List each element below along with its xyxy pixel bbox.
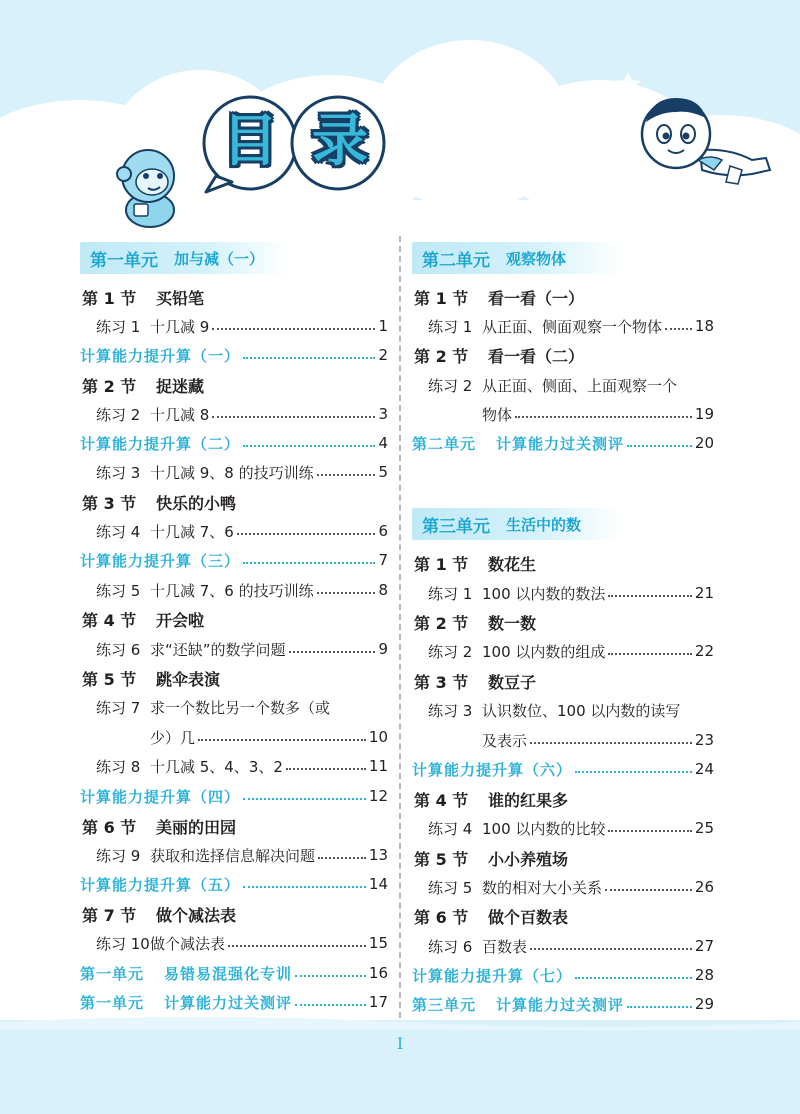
exercise-label: 练习 4	[428, 819, 473, 838]
page-number: 16	[368, 964, 388, 982]
toc-left-column	[80, 0, 388, 1020]
section-number: 第 1 节	[414, 288, 469, 308]
page-number: 4	[378, 434, 388, 452]
unit-number: 第一单元	[90, 250, 158, 271]
exercise-row[interactable]	[412, 815, 714, 841]
section-title: 数一数	[488, 613, 537, 633]
exercise-title: 十几减 8	[150, 405, 210, 424]
exercise-title: 十几减 7、6 的技巧训练	[150, 581, 314, 600]
exercise-row[interactable]	[80, 459, 388, 485]
calc-label: 计算能力提升算（一）	[80, 346, 241, 365]
exercise-row[interactable]	[80, 518, 388, 544]
exercise-row-continued[interactable]	[80, 724, 388, 750]
page-number: 12	[368, 787, 388, 805]
unit-special-label: 第一单元	[80, 993, 145, 1012]
page-number: 18	[694, 317, 714, 335]
dot-leader	[530, 742, 692, 744]
calc-label: 计算能力提升算（七）	[412, 966, 573, 985]
section-row[interactable]	[412, 845, 714, 871]
exercise-title-continued: 及表示	[482, 731, 528, 750]
dot-leader	[317, 592, 376, 594]
page-number: 25	[694, 819, 714, 837]
exercise-label: 练习 9	[96, 846, 141, 865]
exercise-row[interactable]	[80, 930, 388, 956]
toc-right-column	[412, 0, 714, 1020]
dot-leader	[627, 445, 692, 447]
section-title: 捉迷藏	[156, 376, 205, 396]
dot-leader	[289, 651, 376, 653]
dot-leader	[295, 975, 366, 977]
section-title: 看一看（一）	[488, 288, 585, 308]
section-number: 第 2 节	[414, 613, 469, 633]
dot-leader	[318, 857, 366, 859]
dot-leader	[212, 328, 375, 330]
calc-row[interactable]	[80, 783, 388, 809]
exercise-title: 十几减 9	[150, 317, 210, 336]
section-row[interactable]	[412, 284, 714, 310]
calc-row[interactable]	[80, 342, 388, 368]
exercise-row[interactable]	[412, 638, 714, 664]
exercise-title: 做个减法表	[150, 934, 226, 953]
dot-leader	[228, 945, 366, 947]
dot-leader	[243, 886, 366, 888]
page-number: 5	[378, 463, 388, 481]
section-title: 小小养殖场	[488, 849, 569, 869]
section-row[interactable]	[80, 284, 388, 310]
calc-label: 计算能力提升算（三）	[80, 551, 241, 570]
section-title: 数花生	[488, 554, 537, 574]
unit-special-row[interactable]	[80, 960, 388, 986]
section-row[interactable]	[412, 550, 714, 576]
exercise-label: 练习 6	[96, 640, 141, 659]
dot-leader	[212, 416, 375, 418]
page-number: 24	[694, 760, 714, 778]
section-number: 第 7 节	[82, 905, 137, 925]
exercise-title: 求“还缺”的数学问题	[150, 640, 286, 659]
exercise-row[interactable]	[412, 580, 714, 606]
section-number: 第 1 节	[82, 288, 137, 308]
exercise-row[interactable]	[412, 313, 714, 339]
dot-leader	[243, 357, 375, 359]
exercise-row[interactable]	[412, 874, 714, 900]
dot-leader	[608, 830, 692, 832]
exercise-title: 数的相对大小关系	[482, 878, 603, 897]
exercise-title: 认识数位、100 以内数的读写	[482, 701, 681, 720]
calc-label: 计算能力提升算（五）	[80, 875, 241, 894]
section-number: 第 6 节	[414, 907, 469, 927]
dot-leader	[243, 562, 375, 564]
page-number: 29	[694, 995, 714, 1013]
exercise-label: 练习 2	[428, 376, 473, 395]
exercise-label: 练习 10	[96, 934, 150, 953]
exercise-row[interactable]	[80, 636, 388, 662]
exercise-row-continued[interactable]	[412, 727, 714, 753]
calc-label: 计算能力提升算（六）	[412, 760, 573, 779]
exercise-title: 十几减 9、8 的技巧训练	[150, 463, 314, 482]
section-row[interactable]	[80, 372, 388, 398]
unit-name: 加与减（一）	[174, 249, 265, 268]
page-number: 2	[378, 346, 388, 364]
column-divider	[399, 236, 401, 1018]
calc-label: 计算能力提升算（二）	[80, 434, 241, 453]
exercise-row[interactable]	[80, 694, 388, 720]
exercise-row[interactable]	[80, 842, 388, 868]
section-number: 第 4 节	[82, 610, 137, 630]
exercise-row[interactable]	[412, 372, 714, 398]
title-char-1: 目	[222, 109, 278, 174]
section-row[interactable]	[412, 609, 714, 635]
page-number: 3	[378, 405, 388, 423]
calc-row[interactable]	[412, 756, 714, 782]
exercise-label: 练习 1	[428, 317, 473, 336]
calc-label: 计算能力提升算（四）	[80, 787, 241, 806]
exercise-title-continued: 少）几	[150, 728, 196, 747]
unit-3-header	[412, 508, 622, 540]
page-number: 15	[368, 934, 388, 952]
dot-leader	[286, 768, 366, 770]
exercise-title: 从正面、侧面观察一个物体	[482, 317, 663, 336]
unit-name: 观察物体	[506, 249, 567, 268]
unit-special-title: 计算能力过关测评	[496, 434, 625, 453]
footer-page-number: I	[396, 1034, 404, 1053]
section-number: 第 5 节	[414, 849, 469, 869]
section-row[interactable]	[80, 813, 388, 839]
section-number: 第 6 节	[82, 817, 137, 837]
exercise-row-continued[interactable]	[412, 401, 714, 427]
section-row[interactable]	[412, 903, 714, 929]
section-title: 做个百数表	[488, 907, 569, 927]
dot-leader	[575, 771, 692, 773]
exercise-row[interactable]	[80, 753, 388, 779]
exercise-row[interactable]	[80, 401, 388, 427]
section-title: 数豆子	[488, 672, 537, 692]
page-number: 27	[694, 937, 714, 955]
exercise-row[interactable]	[412, 697, 714, 723]
exercise-title: 十几减 5、4、3、2	[150, 757, 283, 776]
section-number: 第 3 节	[82, 493, 137, 513]
exercise-title-continued: 物体	[482, 405, 513, 424]
section-title: 看一看（二）	[488, 346, 585, 366]
exercise-title: 十几减 7、6	[150, 522, 234, 541]
dot-leader	[608, 653, 692, 655]
page-number: 6	[378, 522, 388, 540]
exercise-title: 从正面、侧面、上面观察一个	[482, 376, 678, 395]
dot-leader	[317, 474, 376, 476]
section-number: 第 2 节	[82, 376, 137, 396]
exercise-title: 100 以内数的组成	[482, 642, 606, 661]
dot-leader	[627, 1006, 692, 1008]
exercise-row[interactable]	[80, 577, 388, 603]
unit-special-row[interactable]	[80, 989, 388, 1015]
unit-number: 第三单元	[422, 516, 490, 537]
section-title: 快乐的小鸭	[156, 493, 237, 513]
section-title: 做个减法表	[156, 905, 237, 925]
calc-row[interactable]	[80, 871, 388, 897]
dot-leader	[237, 533, 376, 535]
unit-name: 生活中的数	[506, 515, 582, 534]
unit-2-header	[412, 242, 622, 274]
page-number: 17	[368, 993, 388, 1011]
dot-leader	[243, 445, 375, 447]
page-number: 11	[368, 757, 388, 775]
exercise-title: 百数表	[482, 937, 528, 956]
section-row[interactable]	[412, 668, 714, 694]
exercise-label: 练习 1	[96, 317, 141, 336]
exercise-title: 求一个数比另一个数多（或	[150, 698, 331, 717]
dot-leader	[243, 798, 366, 800]
section-row[interactable]	[80, 901, 388, 927]
page-number: 19	[694, 405, 714, 423]
exercise-label: 练习 3	[428, 701, 473, 720]
section-title: 谁的红果多	[488, 790, 569, 810]
unit-special-label: 第三单元	[412, 995, 477, 1014]
exercise-label: 练习 3	[96, 463, 141, 482]
page-number: 8	[378, 581, 388, 599]
dot-leader	[665, 328, 692, 330]
exercise-row[interactable]	[412, 933, 714, 959]
unit-special-title: 计算能力过关测评	[496, 995, 625, 1014]
page-number: 20	[694, 434, 714, 452]
dot-leader	[515, 416, 692, 418]
section-title: 买铅笔	[156, 288, 205, 308]
section-row[interactable]	[80, 606, 388, 632]
exercise-row[interactable]	[80, 313, 388, 339]
dot-leader	[198, 739, 366, 741]
exercise-label: 练习 8	[96, 757, 141, 776]
exercise-label: 练习 6	[428, 937, 473, 956]
section-number: 第 1 节	[414, 554, 469, 574]
page-number: 26	[694, 878, 714, 896]
exercise-label: 练习 4	[96, 522, 141, 541]
unit-special-label: 第二单元	[412, 434, 477, 453]
unit-number: 第二单元	[422, 250, 490, 271]
exercise-label: 练习 2	[428, 642, 473, 661]
section-title: 跳伞表演	[156, 669, 221, 689]
unit-special-title: 计算能力过关测评	[164, 993, 293, 1012]
exercise-label: 练习 7	[96, 698, 141, 717]
exercise-label: 练习 1	[428, 584, 473, 603]
page-number: 1	[378, 317, 388, 335]
exercise-title: 100 以内数的数法	[482, 584, 606, 603]
section-number: 第 5 节	[82, 669, 137, 689]
calc-row[interactable]	[412, 962, 714, 988]
section-number: 第 3 节	[414, 672, 469, 692]
calc-row[interactable]	[80, 430, 388, 456]
section-row[interactable]	[412, 786, 714, 812]
page-number: 28	[694, 966, 714, 984]
unit-special-label: 第一单元	[80, 964, 145, 983]
page-number: 9	[378, 640, 388, 658]
section-title: 开会啦	[156, 610, 205, 630]
dot-leader	[530, 948, 692, 950]
exercise-title: 100 以内数的比较	[482, 819, 606, 838]
dot-leader	[575, 977, 692, 979]
dot-leader	[608, 595, 692, 597]
page-number: 22	[694, 642, 714, 660]
exercise-label: 练习 5	[428, 878, 473, 897]
unit-special-row[interactable]	[412, 991, 714, 1017]
page-number: 21	[694, 584, 714, 602]
page-number: 10	[368, 728, 388, 746]
unit-special-row[interactable]	[412, 430, 714, 456]
calc-row[interactable]	[80, 547, 388, 573]
exercise-label: 练习 5	[96, 581, 141, 600]
section-row[interactable]	[80, 665, 388, 691]
section-number: 第 4 节	[414, 790, 469, 810]
section-row[interactable]	[80, 489, 388, 515]
page-number: 23	[694, 731, 714, 749]
page-number: 14	[368, 875, 388, 893]
dot-leader	[605, 889, 692, 891]
unit-special-title: 易错易混强化专训	[164, 964, 293, 983]
dot-leader	[295, 1004, 366, 1006]
page-number: 7	[378, 551, 388, 569]
title-char-2: 录	[312, 109, 368, 174]
page-number: 13	[368, 846, 388, 864]
section-title: 美丽的田园	[156, 817, 237, 837]
unit-1-header	[80, 242, 290, 274]
section-row[interactable]	[412, 342, 714, 368]
section-number: 第 2 节	[414, 346, 469, 366]
exercise-label: 练习 2	[96, 405, 141, 424]
exercise-title: 获取和选择信息解决问题	[150, 846, 316, 865]
